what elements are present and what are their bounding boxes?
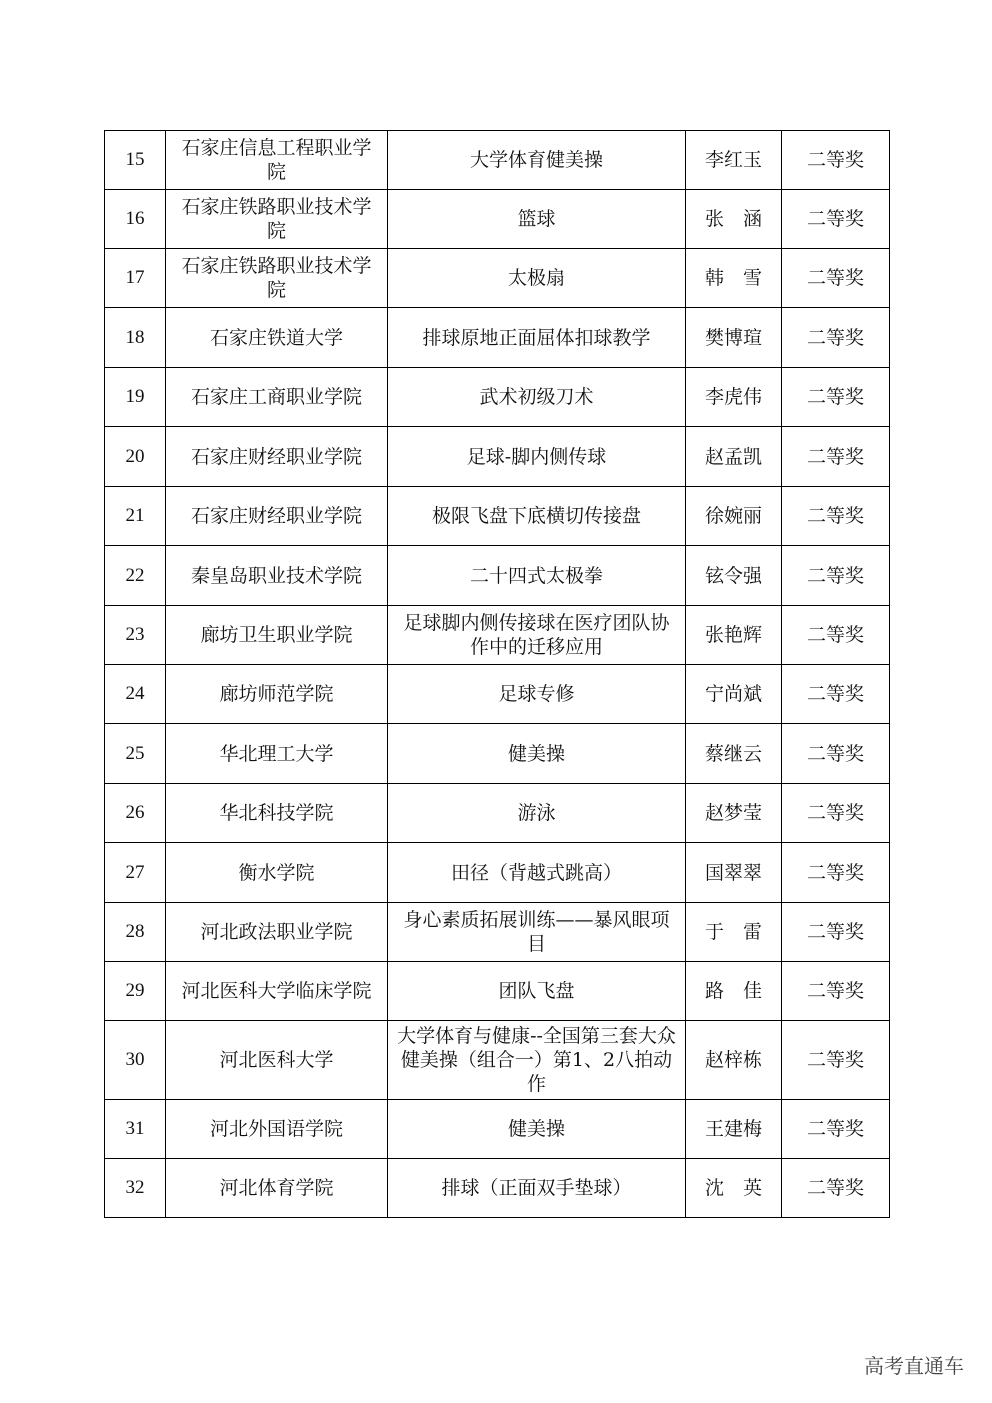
row-number-cell: 31 (105, 1100, 166, 1159)
school-name-cell: 石家庄铁路职业技术学院 (166, 249, 388, 308)
project-title-cell: 太极扇 (388, 249, 686, 308)
award-level-cell: 二等奖 (782, 784, 890, 843)
project-title-cell: 排球（正面双手垫球） (388, 1159, 686, 1218)
award-table (104, 130, 890, 1218)
teacher-name-cell: 国翠翠 (686, 843, 782, 903)
table-row (105, 427, 890, 487)
project-title-cell: 足球脚内侧传接球在医疗团队协作中的迁移应用 (388, 606, 686, 665)
school-name-cell: 石家庄财经职业学院 (166, 427, 388, 487)
table-row (105, 903, 890, 962)
row-number-cell: 15 (105, 131, 166, 190)
project-title-cell: 大学体育健美操 (388, 131, 686, 190)
row-number-cell: 30 (105, 1021, 166, 1100)
school-name-cell: 石家庄铁路职业技术学院 (166, 190, 388, 249)
project-title-cell: 排球原地正面屈体扣球教学 (388, 308, 686, 368)
project-title-cell: 足球专修 (388, 665, 686, 724)
row-number-cell: 22 (105, 546, 166, 606)
project-title-cell: 大学体育与健康--全国第三套大众健美操（组合一）第1、2八拍动作 (388, 1021, 686, 1100)
school-name-cell: 河北医科大学 (166, 1021, 388, 1100)
row-number-cell: 29 (105, 962, 166, 1021)
row-number-cell: 26 (105, 784, 166, 843)
award-level-cell: 二等奖 (782, 1100, 890, 1159)
table-row (105, 724, 890, 784)
award-level-cell: 二等奖 (782, 903, 890, 962)
project-title-cell: 田径（背越式跳高） (388, 843, 686, 903)
row-number-cell: 20 (105, 427, 166, 487)
teacher-name-cell: 樊博瑄 (686, 308, 782, 368)
table-row (105, 308, 890, 368)
project-title-cell: 游泳 (388, 784, 686, 843)
project-title-cell: 身心素质拓展训练——暴风眼项目 (388, 903, 686, 962)
award-level-cell: 二等奖 (782, 546, 890, 606)
award-level-cell: 二等奖 (782, 962, 890, 1021)
award-level-cell: 二等奖 (782, 249, 890, 308)
award-level-cell: 二等奖 (782, 190, 890, 249)
table-row (105, 843, 890, 903)
school-name-cell: 河北外国语学院 (166, 1100, 388, 1159)
teacher-name-cell: 于 雷 (686, 903, 782, 962)
award-level-cell: 二等奖 (782, 487, 890, 546)
award-level-cell: 二等奖 (782, 606, 890, 665)
school-name-cell: 衡水学院 (166, 843, 388, 903)
table-row (105, 1021, 890, 1100)
school-name-cell: 华北科技学院 (166, 784, 388, 843)
row-number-cell: 32 (105, 1159, 166, 1218)
school-name-cell: 石家庄财经职业学院 (166, 487, 388, 546)
row-number-cell: 18 (105, 308, 166, 368)
table-row (105, 1159, 890, 1218)
teacher-name-cell: 路 佳 (686, 962, 782, 1021)
teacher-name-cell: 赵梦莹 (686, 784, 782, 843)
school-name-cell: 廊坊师范学院 (166, 665, 388, 724)
school-name-cell: 河北政法职业学院 (166, 903, 388, 962)
row-number-cell: 16 (105, 190, 166, 249)
school-name-cell: 河北体育学院 (166, 1159, 388, 1218)
row-number-cell: 27 (105, 843, 166, 903)
project-title-cell: 篮球 (388, 190, 686, 249)
row-number-cell: 25 (105, 724, 166, 784)
table-row (105, 1100, 890, 1159)
project-title-cell: 健美操 (388, 1100, 686, 1159)
teacher-name-cell: 铉令强 (686, 546, 782, 606)
teacher-name-cell: 徐婉丽 (686, 487, 782, 546)
table-row (105, 249, 890, 308)
school-name-cell: 石家庄铁道大学 (166, 308, 388, 368)
teacher-name-cell: 蔡继云 (686, 724, 782, 784)
project-title-cell: 武术初级刀术 (388, 368, 686, 427)
school-name-cell: 石家庄信息工程职业学院 (166, 131, 388, 190)
teacher-name-cell: 赵孟凯 (686, 427, 782, 487)
project-title-cell: 足球-脚内侧传球 (388, 427, 686, 487)
project-title-cell: 团队飞盘 (388, 962, 686, 1021)
row-number-cell: 23 (105, 606, 166, 665)
teacher-name-cell: 李红玉 (686, 131, 782, 190)
award-level-cell: 二等奖 (782, 1021, 890, 1100)
award-level-cell: 二等奖 (782, 1159, 890, 1218)
row-number-cell: 28 (105, 903, 166, 962)
award-level-cell: 二等奖 (782, 308, 890, 368)
school-name-cell: 华北理工大学 (166, 724, 388, 784)
award-level-cell: 二等奖 (782, 665, 890, 724)
teacher-name-cell: 张艳辉 (686, 606, 782, 665)
row-number-cell: 24 (105, 665, 166, 724)
teacher-name-cell: 李虎伟 (686, 368, 782, 427)
teacher-name-cell: 沈 英 (686, 1159, 782, 1218)
row-number-cell: 21 (105, 487, 166, 546)
table-row (105, 487, 890, 546)
award-level-cell: 二等奖 (782, 368, 890, 427)
teacher-name-cell: 赵梓栋 (686, 1021, 782, 1100)
table-row (105, 546, 890, 606)
row-number-cell: 19 (105, 368, 166, 427)
project-title-cell: 极限飞盘下底横切传接盘 (388, 487, 686, 546)
award-level-cell: 二等奖 (782, 724, 890, 784)
project-title-cell: 二十四式太极拳 (388, 546, 686, 606)
table-row (105, 606, 890, 665)
table-row (105, 665, 890, 724)
watermark-text: 高考直通车 (864, 1354, 964, 1378)
teacher-name-cell: 宁尚斌 (686, 665, 782, 724)
teacher-name-cell: 韩 雪 (686, 249, 782, 308)
school-name-cell: 廊坊卫生职业学院 (166, 606, 388, 665)
award-level-cell: 二等奖 (782, 131, 890, 190)
table-row (105, 368, 890, 427)
project-title-cell: 健美操 (388, 724, 686, 784)
teacher-name-cell: 王建梅 (686, 1100, 782, 1159)
table-row (105, 190, 890, 249)
table-row (105, 131, 890, 190)
table-body (105, 131, 890, 1218)
table-row (105, 784, 890, 843)
row-number-cell: 17 (105, 249, 166, 308)
school-name-cell: 石家庄工商职业学院 (166, 368, 388, 427)
school-name-cell: 秦皇岛职业技术学院 (166, 546, 388, 606)
school-name-cell: 河北医科大学临床学院 (166, 962, 388, 1021)
award-level-cell: 二等奖 (782, 427, 890, 487)
award-level-cell: 二等奖 (782, 843, 890, 903)
table-row (105, 962, 890, 1021)
teacher-name-cell: 张 涵 (686, 190, 782, 249)
